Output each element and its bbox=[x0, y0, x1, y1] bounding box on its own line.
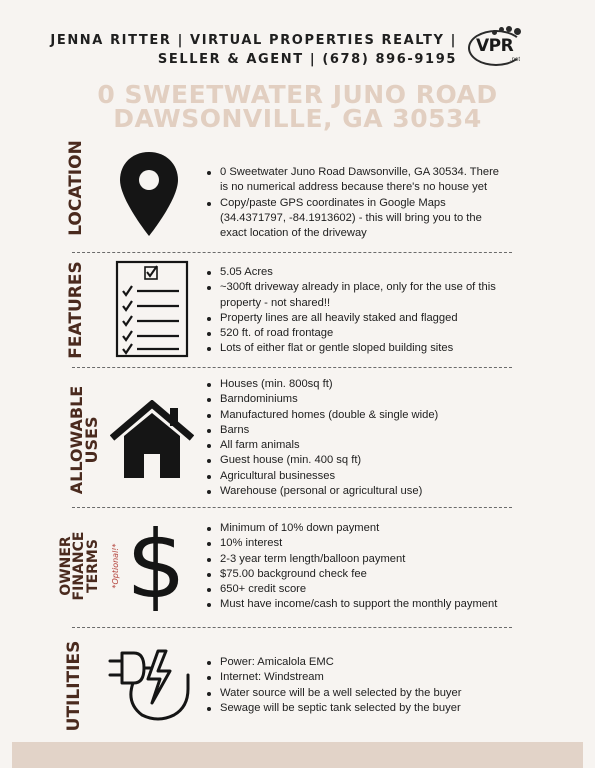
list-item: Property lines are all heavily staked and flagged bbox=[206, 311, 506, 326]
logo-sub: .net bbox=[510, 57, 521, 63]
divider bbox=[72, 252, 512, 253]
divider bbox=[72, 627, 512, 628]
list-item: Manufactured homes (double & single wide) bbox=[206, 408, 506, 423]
page-title-city: DAWSONVILLE, GA 30534 bbox=[113, 104, 482, 133]
list-item: Barns bbox=[206, 423, 506, 438]
agent-line: JENNA RITTER | VIRTUAL PROPERTIES REALTY | bbox=[50, 33, 457, 48]
location-list bbox=[206, 165, 506, 241]
list-item: 0 Sweetwater Juno Road Dawsonville, GA 30534. There is no numerical address because there's no house yet bbox=[206, 165, 506, 196]
list-item: 650+ credit score bbox=[206, 582, 506, 597]
list-item: 5.05 Acres bbox=[206, 265, 506, 280]
checklist-icon bbox=[115, 260, 189, 358]
list-item: Must have income/cash to support the monthly payment bbox=[206, 597, 506, 612]
vpr-logo[interactable] bbox=[466, 26, 530, 68]
features-list bbox=[206, 265, 506, 357]
logo-text: VPR bbox=[476, 36, 514, 56]
divider bbox=[72, 507, 512, 508]
finance-list bbox=[206, 521, 506, 613]
list-item: ~300ft driveway already in place, only for the use of this property - not shared!! bbox=[206, 280, 506, 311]
dollar-sign-icon: $ bbox=[126, 511, 186, 620]
electric-plug-icon bbox=[106, 645, 196, 725]
list-item: 520 ft. of road frontage bbox=[206, 326, 506, 341]
list-item: Power: Amicalola EMC bbox=[206, 655, 506, 670]
uses-list bbox=[206, 377, 506, 499]
footer-bar bbox=[12, 742, 583, 768]
list-item: All farm animals bbox=[206, 438, 506, 453]
list-item: Guest house (min. 400 sq ft) bbox=[206, 453, 506, 468]
list-item: Lots of either flat or gentle sloped building sites bbox=[206, 341, 506, 356]
contact-line: SELLER & AGENT | (678) 896-9195 bbox=[157, 52, 457, 67]
list-item: 2-3 year term length/balloon payment bbox=[206, 552, 506, 567]
map-pin-icon bbox=[118, 150, 180, 238]
list-item: Barndominiums bbox=[206, 392, 506, 407]
list-item: Water source will be a well selected by the buyer bbox=[206, 686, 506, 701]
list-item: Internet: Windstream bbox=[206, 670, 506, 685]
list-item: $75.00 background check fee bbox=[206, 567, 506, 582]
list-item: Agricultural businesses bbox=[206, 469, 506, 484]
list-item: Warehouse (personal or agricultural use) bbox=[206, 484, 506, 499]
house-icon bbox=[110, 400, 194, 480]
list-item: 10% interest bbox=[206, 536, 506, 551]
list-item: Houses (min. 800sq ft) bbox=[206, 377, 506, 392]
page-title-street: 0 SWEETWATER JUNO ROAD bbox=[97, 80, 498, 109]
utilities-list bbox=[206, 655, 506, 716]
list-item: Minimum of 10% down payment bbox=[206, 521, 506, 536]
divider bbox=[72, 367, 512, 368]
list-item: Copy/paste GPS coordinates in Google Maps (34.4371797, -84.1913602) - this will bring you to the exact location of the driveway bbox=[206, 196, 506, 242]
list-item: Sewage will be septic tank selected by the buyer bbox=[206, 701, 506, 716]
